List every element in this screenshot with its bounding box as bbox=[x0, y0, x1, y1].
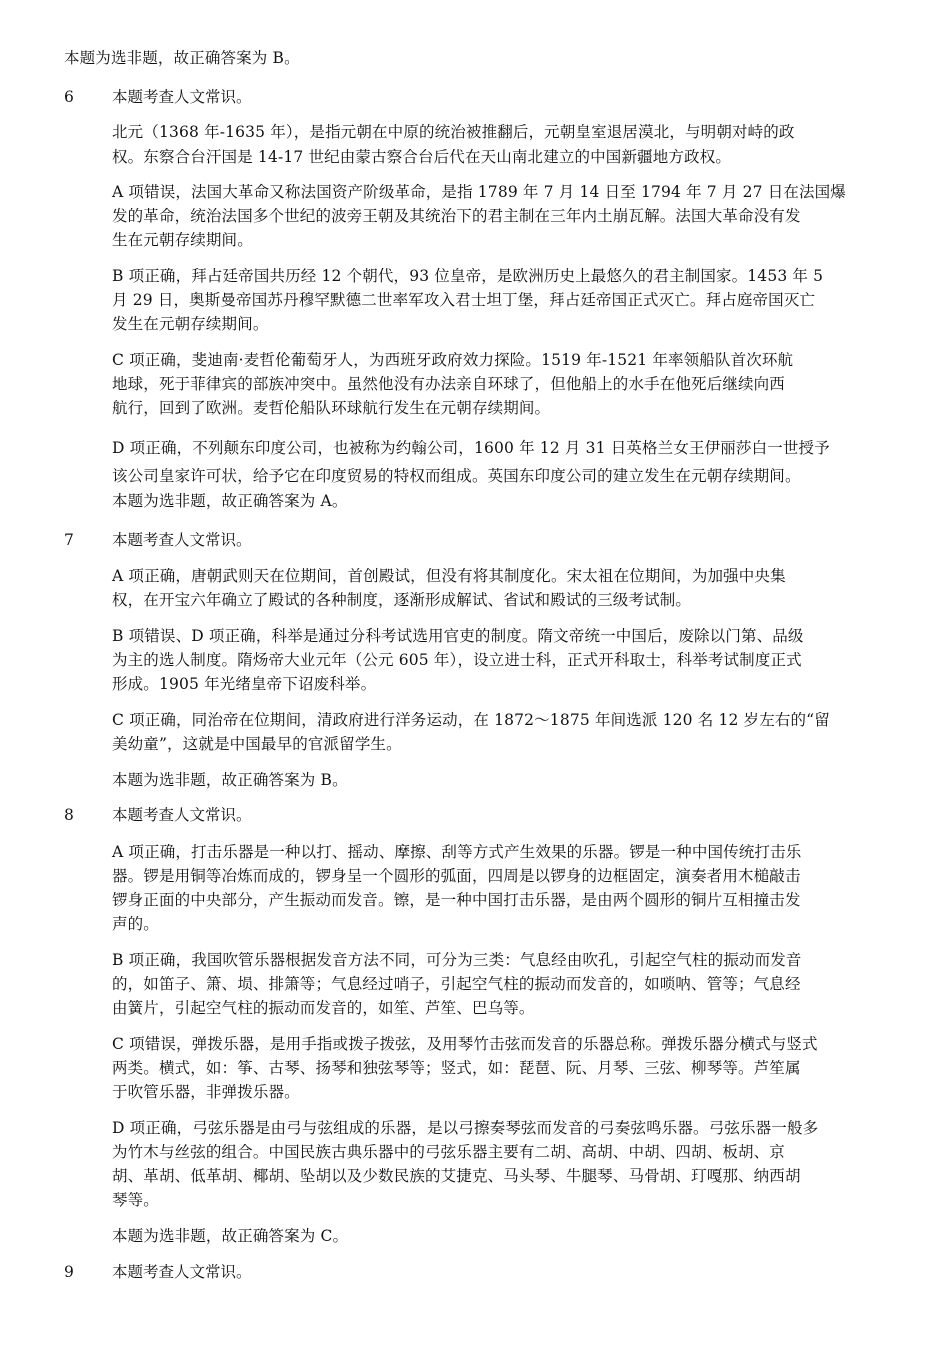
answer-line: 本题为选非题，故正确答案为 A。 bbox=[112, 492, 348, 510]
paragraph-line: C 项正确，同治帝在位期间，清政府进行洋务运动，在 1872～1875 年间选派 120 名 12 岁左右的“留 bbox=[112, 711, 830, 729]
question-number: 9 bbox=[64, 1263, 74, 1281]
paragraph-line: 为竹木与丝弦的组合。中国民族古典乐器中的弓弦乐器主要有二胡、高胡、中胡、四胡、板胡、京 bbox=[112, 1143, 785, 1161]
question-number: 6 bbox=[64, 88, 74, 106]
paragraph-line: 的，如笛子、箫、埙、排箫等；气息经过哨子，引起空气柱的振动而发音的，如唢呐、管等；气息经 bbox=[112, 975, 801, 993]
paragraph-line: 发生在元朝存续期间。 bbox=[112, 315, 269, 333]
paragraph-line: C 项正确，斐迪南·麦哲伦葡萄牙人，为西班牙政府效力探险。1519 年-1521 年率领船队首次环航 bbox=[112, 351, 794, 369]
paragraph-line: B 项错误、D 项正确，科举是通过分科考试选用官吏的制度。隋文帝统一中国后，废除以门第、品级 bbox=[112, 627, 804, 645]
paragraph-line: 由簧片，引起空气柱的振动而发音的，如笙、芦笙、巴乌等。 bbox=[112, 999, 535, 1017]
answer-line: 本题为选非题，故正确答案为 C。 bbox=[112, 1227, 349, 1245]
paragraph-line: 美幼童”，这就是中国最早的官派留学生。 bbox=[112, 735, 402, 753]
answer-line: 本题为选非题，故正确答案为 B。 bbox=[112, 771, 348, 789]
question-topic: 本题考查人文常识。 bbox=[112, 531, 252, 549]
paragraph-line: 器。锣是用铜等冶炼而成的，锣身呈一个圆形的弧面，四周是以锣身的边框固定，演奏者用木槌敲击 bbox=[112, 867, 801, 885]
paragraph-line: C 项错误，弹拨乐器，是用手指或拨子拨弦，及用琴竹击弦而发音的乐器总称。弹拨乐器分横式与竖式 bbox=[112, 1035, 818, 1053]
paragraph-line: 于吹管乐器，非弹拨乐器。 bbox=[112, 1083, 300, 1101]
paragraph-line: 锣身正面的中央部分，产生振动而发音。镲，是一种中国打击乐器，是由两个圆形的铜片互相撞击发 bbox=[112, 891, 801, 909]
paragraph-line: 两类。横式，如：筝、古琴、扬琴和独弦琴等；竖式，如：琵琶、阮、月琴、三弦、柳琴等。芦笙属 bbox=[112, 1059, 801, 1077]
paragraph-line: 形成。1905 年光绪皇帝下诏废科举。 bbox=[112, 675, 377, 693]
question-topic: 本题考查人文常识。 bbox=[112, 1263, 252, 1281]
paragraph-line: A 项错误，法国大革命又称法国资产阶级革命，是指 1789 年 7 月 14 日至 1794 年 7 月 27 日在法国爆 bbox=[112, 183, 846, 201]
paragraph-line: B 项正确，拜占廷帝国共历经 12 个朝代，93 位皇帝，是欧洲历史上最悠久的君主制国家。1453 年 5 bbox=[112, 267, 824, 285]
question-topic: 本题考查人文常识。 bbox=[112, 806, 252, 824]
paragraph-line: D 项正确，弓弦乐器是由弓与弦组成的乐器，是以弓擦奏琴弦而发音的弓奏弦鸣乐器。弓弦乐器一般多 bbox=[112, 1119, 819, 1137]
intro-answer-line: 本题为选非题，故正确答案为 B。 bbox=[64, 49, 300, 67]
paragraph-line: 权。东察合台汗国是 14-17 世纪由蒙古察合台后代在天山南北建立的中国新疆地方政权。 bbox=[112, 148, 731, 166]
paragraph-line: 为主的选人制度。隋炀帝大业元年（公元 605 年），设立进士科，正式开科取士，科举考试制度正式 bbox=[112, 651, 802, 669]
paragraph-line: 地球，死于菲律宾的部族冲突中。虽然他没有办法亲自环球了，但他船上的水手在他死后继续向西 bbox=[112, 375, 785, 393]
paragraph-line: A 项正确，唐朝武则天在位期间，首创殿试，但没有将其制度化。宋太祖在位期间，为加强中央集 bbox=[112, 567, 786, 585]
paragraph-line: 生在元朝存续期间。 bbox=[112, 231, 253, 249]
question-topic: 本题考查人文常识。 bbox=[112, 88, 252, 106]
paragraph-line: 该公司皇家许可状，给予它在印度贸易的特权而组成。英国东印度公司的建立发生在元朝存续期间。 bbox=[112, 467, 801, 485]
paragraph-line: D 项正确，不列颠东印度公司，也被称为约翰公司，1600 年 12 月 31 日英格兰女王伊丽莎白一世授予 bbox=[112, 439, 830, 457]
paragraph-line: 航行，回到了欧洲。麦哲伦船队环球航行发生在元朝存续期间。 bbox=[112, 399, 551, 417]
paragraph-line: 权，在开宝六年确立了殿试的各种制度，逐渐形成解试、省试和殿试的三级考试制。 bbox=[112, 591, 692, 609]
paragraph-line: 琴等。 bbox=[112, 1191, 159, 1209]
paragraph-line: 胡、革胡、低革胡、椰胡、坠胡以及少数民族的艾捷克、马头琴、牛腿琴、马骨胡、玎嘎那、纳西胡 bbox=[112, 1167, 801, 1185]
question-number: 7 bbox=[64, 531, 74, 549]
paragraph-line: 发的革命，统治法国多个世纪的波旁王朝及其统治下的君主制在三年内土崩瓦解。法国大革命没有发 bbox=[112, 207, 801, 225]
paragraph-line: 北元（1368 年-1635 年），是指元朝在中原的统治被推翻后，元朝皇室退居漠北，与明朝对峙的政 bbox=[112, 123, 795, 141]
paragraph-line: 声的。 bbox=[112, 915, 159, 933]
paragraph-line: 月 29 日，奥斯曼帝国苏丹穆罕默德二世率军攻入君士坦丁堡，拜占廷帝国正式灭亡。拜占庭帝国灭亡 bbox=[112, 291, 816, 309]
question-number: 8 bbox=[64, 806, 74, 824]
paragraph-line: B 项正确，我国吹管乐器根据发音方法不同，可分为三类：气息经由吹孔，引起空气柱的振动而发音 bbox=[112, 951, 802, 969]
paragraph-line: A 项正确，打击乐器是一种以打、摇动、摩擦、刮等方式产生效果的乐器。锣是一种中国传统打击乐 bbox=[112, 843, 802, 861]
